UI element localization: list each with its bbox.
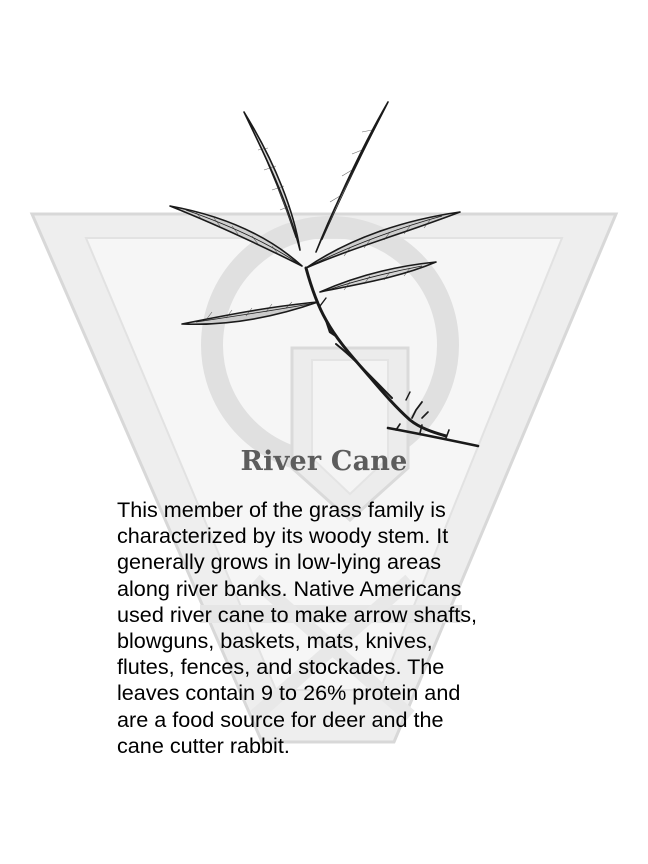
description-text xyxy=(117,497,597,759)
description-line: used river cane to make arrow shafts, xyxy=(117,601,478,627)
description-line: leaves contain 9 to 26% protein and xyxy=(117,680,461,706)
description-line: This member of the grass family is xyxy=(117,497,446,522)
description-line: characterized by its woody stem. It xyxy=(117,523,449,549)
description-line: are a food source for deer and the xyxy=(117,706,444,732)
page-title: River Cane xyxy=(240,446,408,477)
description-line: generally grows in low-lying areas xyxy=(117,549,442,575)
description-line: cane cutter rabbit. xyxy=(117,732,290,758)
description-line: flutes, fences, and stockades. The xyxy=(117,654,445,680)
description-line: along river banks. Native Americans xyxy=(117,575,462,601)
description-line: blowguns, baskets, mats, knives, xyxy=(117,628,433,654)
